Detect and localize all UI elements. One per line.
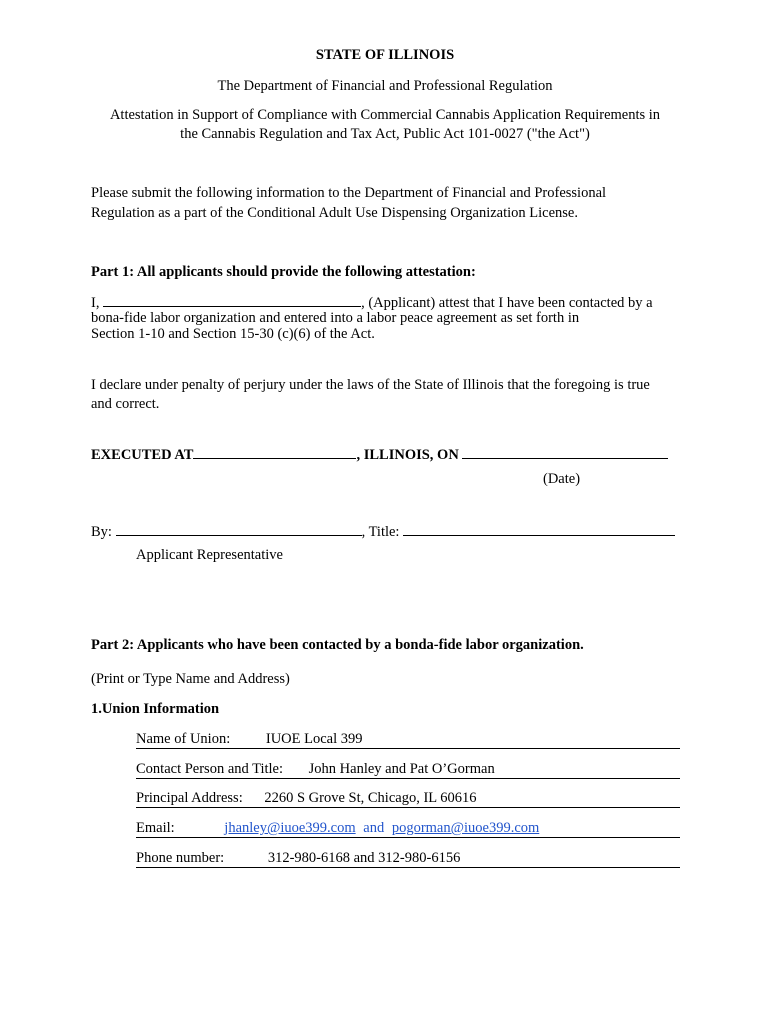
attestation-title-line1: Attestation in Support of Compliance with Commercial Cannabis Application Requirements in	[109, 107, 661, 123]
by-label: By:	[91, 524, 112, 540]
date-label: (Date)	[543, 471, 581, 487]
intro-line1: Please submit the following information to the Department of Financial and Professional	[91, 185, 607, 201]
signature-field[interactable]	[116, 521, 362, 536]
principal-address-row[interactable]	[136, 789, 680, 808]
principal-address-value[interactable]: 2260 S Grove St, Chicago, IL 60616	[264, 790, 477, 806]
executed-at-label: EXECUTED AT	[91, 447, 194, 463]
title-field[interactable]	[403, 521, 675, 536]
contact-person-label: Contact Person and Title:	[136, 761, 284, 777]
department-name: The Department of Financial and Professional Regulation	[217, 78, 553, 94]
union-name-label: Name of Union:	[136, 731, 231, 747]
applicant-name-field[interactable]	[103, 292, 361, 307]
phone-row[interactable]	[136, 849, 680, 868]
i-prefix: I,	[91, 295, 100, 311]
title-label: , Title:	[361, 524, 400, 540]
phone-value[interactable]: 312-980-6168 and 312-980-6156	[267, 850, 461, 866]
contact-person-row[interactable]	[136, 760, 680, 779]
union-name-row[interactable]	[136, 730, 680, 749]
contact-person-value[interactable]: John Hanley and Pat O’Gorman	[308, 761, 495, 777]
print-note: (Print or Type Name and Address)	[91, 671, 290, 687]
phone-label: Phone number:	[136, 850, 225, 866]
email-separator: and	[363, 820, 385, 836]
union-name-value[interactable]: IUOE Local 399	[265, 731, 363, 747]
declaration-line1: I declare under penalty of perjury under the laws of the State of Illinois that the foregoing is true	[91, 377, 650, 393]
executed-at-row	[91, 444, 668, 465]
part1-heading: Part 1: All applicants should provide the following attestation:	[91, 264, 476, 280]
intro-line2: Regulation as a part of the Conditional Adult Use Dispensing Organization License.	[91, 205, 578, 221]
applicant-representative-label: Applicant Representative	[136, 547, 283, 563]
union-info-heading: 1.Union Information	[91, 701, 220, 717]
document-title: STATE OF ILLINOIS	[315, 47, 455, 63]
attestation-statement-line2: bona-fide labor organization and entered into a labor peace agreement as set forth in	[91, 310, 580, 326]
email-link-1[interactable]: jhanley@iuoe399.com	[224, 820, 356, 836]
part2-heading: Part 2: Applicants who have been contacted by a bonda-fide labor organization.	[91, 637, 584, 653]
email-label: Email:	[136, 820, 175, 836]
attestation-title-line2: the Cannabis Regulation and Tax Act, Public Act 101-0027 ("the Act")	[180, 126, 590, 142]
attestation-statement-line3: Section 1-10 and Section 15-30 (c)(6) of the Act.	[91, 326, 375, 342]
declaration-line2: and correct.	[91, 396, 160, 412]
executed-city-field[interactable]	[193, 444, 356, 459]
principal-address-label: Principal Address:	[136, 790, 243, 806]
signature-row	[91, 521, 675, 542]
execution-date-field[interactable]	[462, 444, 668, 459]
attest-rest: , (Applicant) attest that I have been contacted by a	[361, 295, 653, 311]
illinois-on-label: , ILLINOIS, ON	[356, 447, 459, 463]
email-link-2[interactable]: pogorman@iuoe399.com	[391, 820, 540, 836]
email-row[interactable]	[136, 819, 680, 838]
